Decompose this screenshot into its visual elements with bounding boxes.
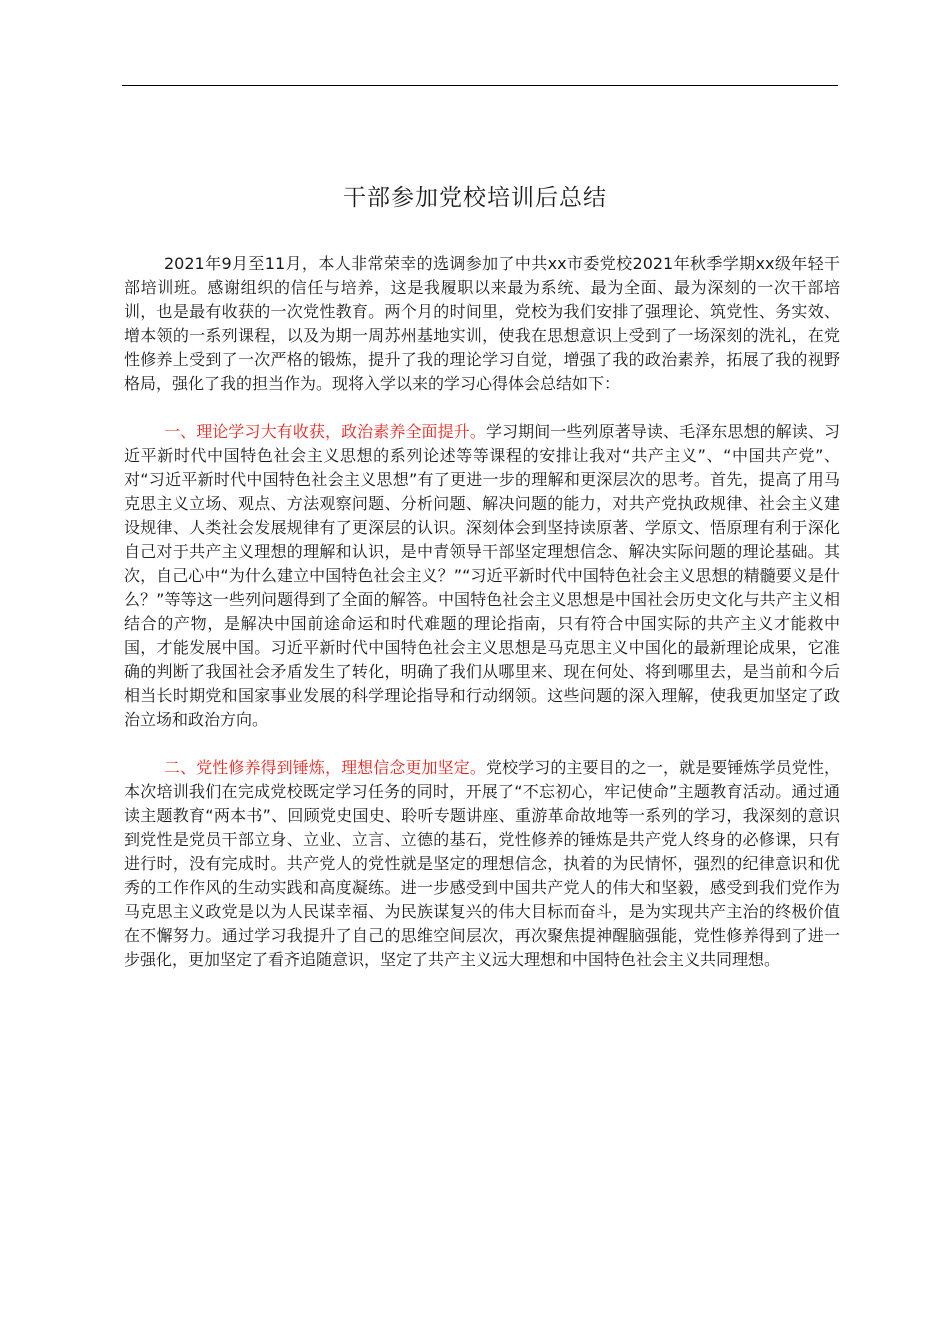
section-body-1: 学习期间一些列原著导读、毛泽东思想的解读、习近平新时代中国特色社会主义思想的系列论述等等课程的安排让我对“共产主义”、“中国共产党”、对“习近平新时代中国特色社会主义思想”有了更进一步的理解和更深层次的思考。首先，提高了用马克思主义立场、观点、方法观察问题、分析问题、解决问题的能力，对共产党执政规律、社会主义建设规律、人类社会发展规律有了更深层的认识。深刻体会到坚持读原著、学原文、悟原理有利于深化自己对于共产主义理想的理解和认识，是中青领导干部坚定理想信念、解决实际问题的理论基础。其次，自己心中“为什么建立中国特色社会主义？”“习近平新时代中国特色社会主义思想的精髓要义是什么？”等等这一些列问题得到了全面的解答。中国特色社会主义思想是中国社会历史文化与共产主义相结合的产物，是解决中国前途命运和时代难题的理论指南，只有符合中国实际的共产主义才能救中国，才能发展中国。习近平新时代中国特色社会主义思想是马克思主义中国化的最新理论成果，它准确的判断了我国社会矛盾发生了转化，明确了我们从哪里来、现在何处、将到哪里去，是当前和今后相当长时期党和国家事业发展的科学理论指导和行动纲领。这些问题的深入理解，使我更加坚定了政治立场和政治方向。 [124, 422, 840, 729]
section-paragraph-1 [124, 420, 840, 732]
section-heading-2: 二、党性修养得到锤炼，理想信念更加坚定。 [164, 758, 486, 777]
document-title: 干部参加党校培训后总结 [343, 185, 607, 211]
document-body [124, 252, 840, 972]
section-paragraph-2 [124, 756, 840, 972]
section-body-2: 党校学习的主要目的之一，就是要锤炼学员党性，本次培训我们在完成党校既定学习任务的同时，开展了“不忘初心，牢记使命”主题教育活动。通过通读主题教育“两本书”、回顾党史国史、聆听专题讲座、重游革命故地等一系列的学习，我深刻的意识到党性是党员干部立身、立业、立言、立德的基石，党性修养的锤炼是共产党人终身的必修课，只有进行时，没有完成时。共产党人的党性就是坚定的理想信念，执着的为民情怀，强烈的纪律意识和优秀的工作作风的生动实践和高度凝练。进一步感受到中国共产党人的伟大和坚毅，感受到我们党作为马克思主义政党是以为人民谋幸福、为民族谋复兴的伟大目标而奋斗，是为实现共产主治的终极价值在不懈努力。通过学习我提升了自己的思维空间层次，再次聚焦提神醒脑强能，党性修养得到了进一步强化，更加坚定了看齐追随意识，坚定了共产主义远大理想和中国特色社会主义共同理想。 [124, 758, 840, 969]
header-rule [122, 85, 838, 86]
section-heading-1: 一、理论学习大有收获，政治素养全面提升。 [164, 422, 486, 441]
intro-paragraph: 2021年9月至11月，本人非常荣幸的选调参加了中共xx市委党校2021年秋季学期xx级年轻干部培训班。感谢组织的信任与培养，这是我履职以来最为系统、最为全面、最为深刻的一次干部培训，也是最有收获的一次党性教育。两个月的时间里，党校为我们安排了强理论、筑党性、务实效、增本领的一系列课程，以及为期一周苏州基地实训，使我在思想意识上受到了一场深刻的洗礼，在党性修养上受到了一次严格的锻炼，提升了我的理论学习自觉，增强了我的政治素养，拓展了我的视野格局，强化了我的担当作为。现将入学以来的学习心得体会总结如下： [124, 254, 840, 393]
